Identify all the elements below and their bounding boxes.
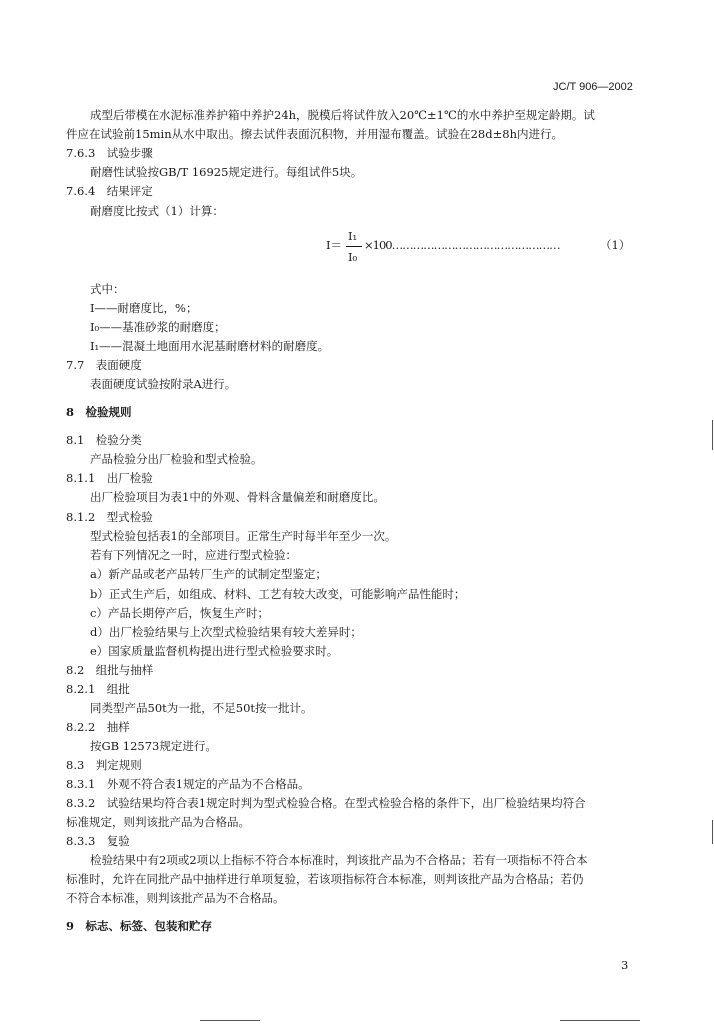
where-label: 式中： bbox=[90, 282, 125, 296]
section-heading-7-7: 7.7 表面硬度 bbox=[66, 358, 142, 372]
body-line: 耐磨度比按式（1）计算： bbox=[90, 204, 224, 218]
body-line: 成型后带模在水泥标准养护箱中养护24h，脱模后将试件放入20℃±1℃的水中养护至规定龄期。试 bbox=[90, 108, 595, 122]
body-line: 标准规定，则判该批产品为合格品。 bbox=[66, 815, 250, 829]
section-heading-8-2-2: 8.2.2 抽样 bbox=[66, 720, 130, 734]
formula-number: （1） bbox=[600, 238, 631, 252]
section-heading-8-2-1: 8.2.1 组批 bbox=[66, 682, 130, 696]
scan-edge-mark bbox=[712, 420, 713, 450]
body-line: 若有下列情况之一时，应进行型式检验： bbox=[90, 548, 297, 562]
body-line: 检验结果中有2项或2项以上指标不符合本标准时，判该批产品为不合格品；若有一项指标不符合本 bbox=[90, 853, 588, 867]
formula-lhs: I＝ bbox=[326, 238, 343, 252]
list-item-b: b）正式生产后，如组成、材料、工艺有较大改变，可能影响产品性能时； bbox=[90, 587, 466, 601]
list-item-e: e）国家质量监督机构提出进行型式检验要求时。 bbox=[90, 644, 339, 658]
section-heading-8-1-2: 8.1.2 型式检验 bbox=[66, 510, 153, 524]
definition-line: I₁——混凝土地面用水泥基耐磨材料的耐磨度。 bbox=[90, 339, 330, 353]
section-heading-8-1-1: 8.1.1 出厂检验 bbox=[66, 471, 153, 485]
chapter-heading-9: 9 标志、标签、包装和贮存 bbox=[66, 919, 213, 933]
clause-8-3-1: 8.3.1 外观不符合表1规定的产品为不合格品。 bbox=[66, 777, 310, 791]
body-line: 按GB 12573规定进行。 bbox=[90, 739, 217, 753]
body-line: 标准时，允许在同批产品中抽样进行单项复验，若该项指标符合本标准，则判该批产品为合格品；若仍 bbox=[66, 872, 584, 886]
section-heading-7-6-4: 7.6.4 结果评定 bbox=[66, 184, 153, 198]
section-heading-8-2: 8.2 组批与抽样 bbox=[66, 663, 154, 677]
formula-numerator: I₁ bbox=[348, 229, 358, 243]
standard-code-header: JC/T 906—2002 bbox=[553, 81, 633, 93]
chapter-heading-8: 8 检验规则 bbox=[66, 405, 132, 419]
body-line: 耐磨性试验按GB/T 16925规定进行。每组试件5块。 bbox=[90, 165, 363, 179]
body-line: 出厂检验项目为表1中的外观、骨料含量偏差和耐磨度比。 bbox=[90, 490, 385, 504]
body-line: 件应在试验前15min从水中取出。擦去试件表面沉积物，并用湿布覆盖。试验在28d±8h内进行。 bbox=[66, 127, 563, 141]
formula-denominator: I₀ bbox=[348, 250, 358, 264]
formula-rhs: ×100………………………………………… bbox=[364, 238, 560, 252]
body-line: 同类型产品50t为一批，不足50t按一批计。 bbox=[90, 701, 313, 715]
body-line: 产品检验分出厂检验和型式检验。 bbox=[90, 452, 263, 466]
scan-edge-mark bbox=[712, 820, 713, 844]
list-item-c: c）产品长期停产后，恢复生产时； bbox=[90, 606, 269, 620]
fraction-bar bbox=[346, 246, 362, 247]
body-line: 型式检验包括表1的全部项目。正常生产时每半年至少一次。 bbox=[90, 529, 397, 543]
scan-edge-mark bbox=[200, 1020, 260, 1021]
list-item-d: d）出厂检验结果与上次型式检验结果有较大差异时； bbox=[90, 625, 362, 639]
section-heading-8-3: 8.3 判定规则 bbox=[66, 758, 142, 772]
body-line: 不符合本标准，则判该批产品为不合格品。 bbox=[66, 891, 285, 905]
list-item-a: a）新产品或老产品转厂生产的试制定型鉴定； bbox=[90, 567, 327, 581]
definition-line: I——耐磨度比，%； bbox=[90, 301, 198, 315]
body-line: 表面硬度试验按附录A进行。 bbox=[90, 377, 237, 391]
page-number: 3 bbox=[621, 958, 629, 972]
section-heading-8-3-3: 8.3.3 复验 bbox=[66, 834, 130, 848]
clause-8-3-2: 8.3.2 试验结果均符合表1规定时判为型式检验合格。在型式检验合格的条件下，出厂检验结果均符合 bbox=[66, 796, 586, 810]
section-heading-8-1: 8.1 检验分类 bbox=[66, 433, 142, 447]
section-heading-7-6-3: 7.6.3 试验步骤 bbox=[66, 146, 153, 160]
definition-line: I₀——基准砂浆的耐磨度； bbox=[90, 320, 226, 334]
scan-edge-mark bbox=[560, 1020, 640, 1021]
